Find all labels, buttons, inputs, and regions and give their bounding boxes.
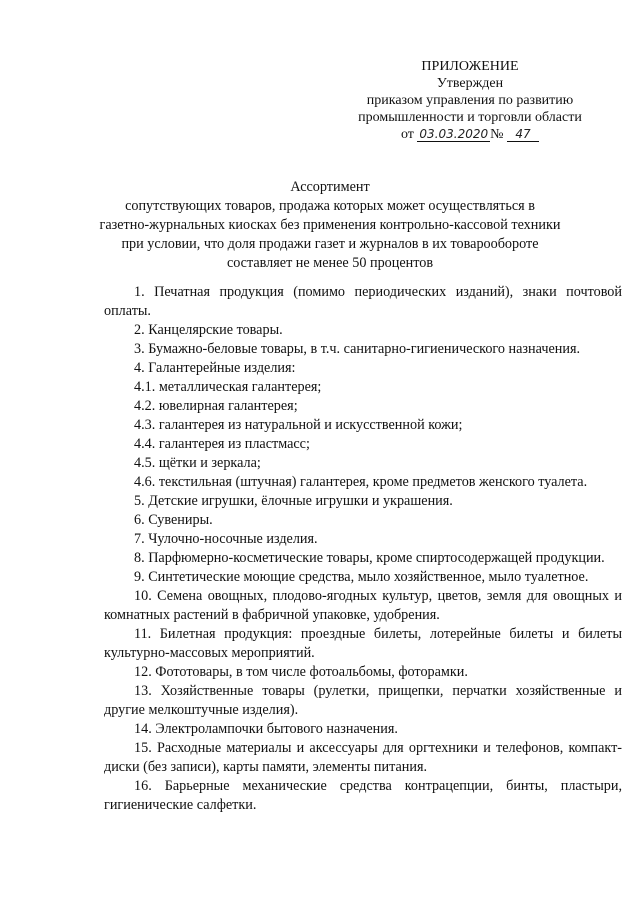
list-item: 10. Семена овощных, плодово-ягодных культур, цветов, земля для овощных и комнатных растений в фабричной упаковке, удобрения. bbox=[104, 588, 622, 623]
list-item: 5. Детские игрушки, ёлочные игрушки и украшения. bbox=[134, 493, 453, 509]
list-item: 4.6. текстильная (штучная) галантерея, кроме предметов женского туалета. bbox=[134, 474, 588, 490]
list-item: 8. Парфюмерно-косметические товары, кроме спиртосодержащей продукции. bbox=[134, 550, 605, 566]
from-label: от bbox=[400, 127, 414, 142]
list-item: 12. Фототовары, в том числе фотоальбомы, фоторамки. bbox=[134, 664, 468, 680]
order-date-line bbox=[340, 126, 600, 143]
title-line-3: газетно-журнальных киосках без применения контрольно-кассовой техники bbox=[99, 217, 561, 233]
title-line-2: сопутствующих товаров, продажа которых может осуществляться в bbox=[125, 198, 535, 214]
list-item: 15. Расходные материалы и аксессуары для оргтехники и телефонов, компакт-диски (без записи), карты памяти, элементы питания. bbox=[104, 740, 622, 775]
list-item: 14. Электролампочки бытового назначения. bbox=[134, 721, 398, 737]
list-item: 6. Сувениры. bbox=[134, 512, 213, 528]
appendix-label: ПРИЛОЖЕНИЕ bbox=[421, 59, 519, 74]
list-item: 11. Билетная продукция: проездные билеты, лотерейные билеты и билеты культурно-массовых мероприятий. bbox=[104, 626, 622, 661]
list-item: 13. Хозяйственные товары (рулетки, прищепки, перчатки хозяйственные и другие мелкоштучные изделия). bbox=[104, 683, 622, 718]
approved-label: Утвержден bbox=[436, 76, 504, 91]
list-item: 4.4. галантерея из пластмасс; bbox=[134, 436, 310, 452]
list-item: 4. Галантерейные изделия: bbox=[134, 360, 296, 376]
list-item: 7. Чулочно-носочные изделия. bbox=[134, 531, 318, 547]
list-item: 2. Канцелярские товары. bbox=[134, 322, 283, 338]
title-line-4: при условии, что доля продажи газет и журналов в их товарообороте bbox=[121, 236, 539, 252]
title-line-5: составляет не менее 50 процентов bbox=[226, 255, 434, 271]
list-item: 3. Бумажно-беловые товары, в т.ч. санитарно-гигиенического назначения. bbox=[134, 341, 581, 357]
assortment-list bbox=[104, 283, 622, 815]
list-item: 4.1. металлическая галантерея; bbox=[134, 379, 322, 395]
list-item: 4.3. галантерея из натуральной и искусственной кожи; bbox=[134, 417, 463, 433]
list-item: 4.5. щётки и зеркала; bbox=[134, 455, 261, 471]
number-sign: № bbox=[490, 127, 504, 142]
title-heading: Ассортимент bbox=[290, 179, 370, 195]
handwritten-number: 47 bbox=[507, 127, 539, 142]
list-item: 4.2. ювелирная галантерея; bbox=[134, 398, 298, 414]
handwritten-date: 03.03.2020 bbox=[419, 127, 489, 141]
list-item: 1. Печатная продукция (помимо периодических изданий), знаки почтовой оплаты. bbox=[104, 284, 622, 319]
order-line-1: приказом управления по развитию bbox=[366, 93, 574, 108]
approval-block bbox=[340, 58, 600, 143]
list-item: 9. Синтетические моющие средства, мыло хозяйственное, мыло туалетное. bbox=[134, 569, 589, 585]
document-title bbox=[60, 178, 600, 273]
order-line-2: промышленности и торговли области bbox=[358, 110, 582, 125]
list-item: 16. Барьерные механические средства контрацепции, бинты, пластыри, гигиенические салфетки. bbox=[104, 778, 622, 813]
